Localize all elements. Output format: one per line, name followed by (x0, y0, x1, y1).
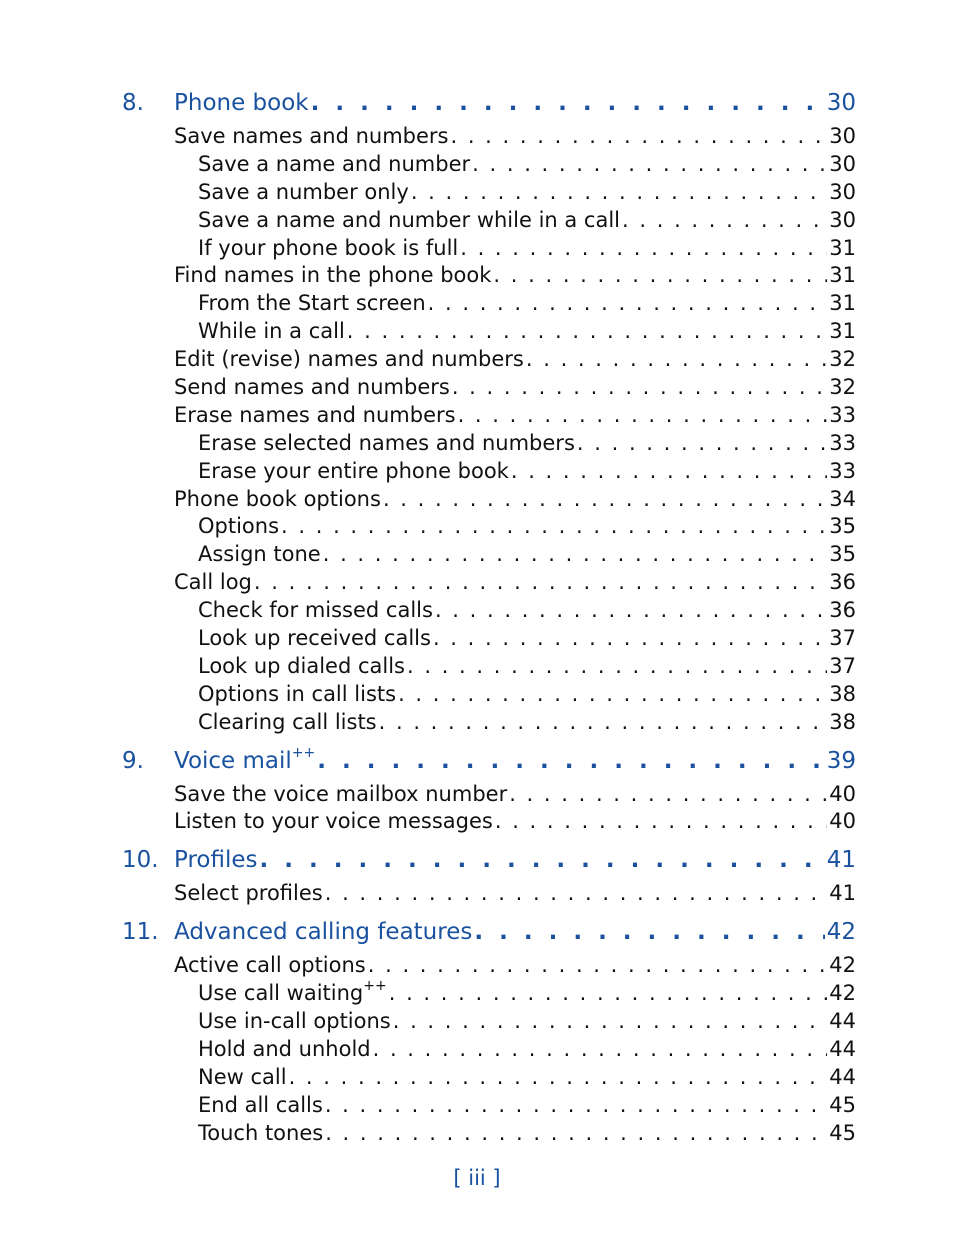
dot-leader (260, 847, 825, 873)
toc-chapter-heading[interactable] (122, 90, 856, 124)
entry-page-number: 33 (829, 430, 856, 455)
toc-subsection-entry[interactable] (122, 291, 856, 319)
dot-leader (622, 208, 827, 232)
entry-title-text: Erase your entire phone book (198, 458, 509, 483)
dot-leader (383, 487, 827, 511)
chapter-title-text: Advanced calling features (174, 919, 473, 946)
dot-leader (493, 263, 827, 287)
entry-title (198, 291, 426, 315)
entry-title-text: Active call options (174, 953, 366, 978)
entry-page-number: 32 (829, 375, 856, 400)
entry-page-number: 42 (829, 981, 856, 1006)
entry-title-text: Edit (revise) names and numbers (174, 347, 524, 372)
entry-title (198, 682, 396, 706)
toc-section-entry[interactable] (122, 809, 856, 837)
dot-leader (389, 981, 828, 1005)
entry-page-number: 30 (829, 124, 856, 148)
toc-chapter (122, 744, 856, 838)
toc-subsection-entry[interactable] (122, 152, 856, 180)
dot-leader (254, 570, 827, 594)
toc-subsection-entry[interactable] (122, 459, 856, 487)
entry-title (174, 487, 381, 511)
entry-title (174, 570, 252, 594)
chapter-title-text: Profiles (174, 847, 258, 874)
toc-section-entry[interactable] (122, 347, 856, 375)
entry-title (198, 1037, 371, 1061)
entry-title (198, 542, 321, 566)
dot-leader (379, 710, 828, 734)
entry-page-number: 33 (829, 402, 856, 427)
entry-title-text: Call log (174, 570, 252, 595)
entry-page-number: 31 (829, 319, 856, 344)
toc-chapter-heading[interactable] (122, 744, 856, 782)
dot-leader (472, 152, 827, 176)
chapter-title-text: Phone book (174, 90, 309, 116)
dot-leader (428, 291, 828, 315)
toc-section-entry[interactable] (122, 570, 856, 598)
entry-page-number: 31 (829, 235, 856, 260)
entry-title-text: Touch tones (198, 1120, 324, 1145)
entry-title-text: Save a name and number (198, 151, 471, 176)
toc-section-entry[interactable] (122, 782, 856, 810)
toc-section-entry[interactable] (122, 881, 856, 909)
dot-leader (526, 347, 827, 371)
toc-section-entry[interactable] (122, 124, 856, 152)
entry-title-text: Save names and numbers (174, 124, 449, 148)
dot-leader (325, 1121, 827, 1145)
toc-subsection-entry[interactable] (122, 431, 856, 459)
entry-title-text: While in a call (198, 319, 345, 344)
entry-title-text: Look up received calls (198, 626, 431, 651)
entry-title-text: Save a name and number while in a call (198, 207, 621, 232)
toc-subsection-entry[interactable] (122, 1121, 856, 1149)
entry-title (174, 809, 493, 833)
entry-page-number: 31 (829, 291, 856, 316)
chapter-title (174, 847, 258, 873)
entry-title (198, 626, 431, 650)
toc-subsection-entry[interactable] (122, 978, 856, 1009)
toc-subsection-entry[interactable] (122, 180, 856, 208)
entry-page-number: 30 (829, 179, 856, 204)
entry-title (198, 236, 458, 260)
dot-leader (407, 654, 827, 678)
dot-leader (509, 782, 827, 806)
dot-leader (577, 431, 827, 455)
dot-leader (289, 1065, 828, 1089)
entry-page-number: 30 (829, 151, 856, 176)
toc-subsection-entry[interactable] (122, 514, 856, 542)
entry-page-number: 32 (829, 347, 856, 372)
entry-title-text: Find names in the phone book (174, 263, 492, 288)
entry-title (198, 598, 433, 622)
dot-leader (495, 809, 827, 833)
entry-title-text: New call (198, 1064, 287, 1089)
toc-subsection-entry[interactable] (122, 1065, 856, 1093)
entry-title-text: Assign tone (198, 542, 321, 567)
entry-title (198, 654, 405, 678)
toc-subsection-entry[interactable] (122, 236, 856, 264)
dot-leader (317, 748, 824, 774)
toc-section-entry[interactable] (122, 263, 856, 291)
entry-page-number: 44 (829, 1064, 856, 1089)
entry-title-text: Check for missed calls (198, 598, 433, 623)
entry-page-number: 33 (829, 458, 856, 483)
dot-leader (398, 682, 827, 706)
entry-title-text: Save the voice mailbox number (174, 781, 508, 806)
entry-page-number: 44 (829, 1036, 856, 1061)
dot-leader (393, 1009, 828, 1033)
toc-subsection-entry[interactable] (122, 319, 856, 347)
entry-title (198, 459, 509, 483)
chapter-title-text: Voice mail (174, 747, 292, 774)
entry-title (174, 953, 366, 977)
page-number-footer: [ iii ] (453, 1166, 501, 1190)
toc-subsection-entry[interactable] (122, 1037, 856, 1065)
entry-title (174, 124, 448, 148)
entry-title (198, 319, 345, 343)
toc-section-entry[interactable] (122, 487, 856, 515)
entry-page-number: 37 (829, 626, 856, 651)
dot-leader (450, 124, 827, 148)
entry-title (198, 1093, 323, 1117)
entry-title (198, 208, 620, 232)
table-of-contents (122, 90, 856, 1153)
entry-title (198, 431, 575, 455)
toc-subsection-entry[interactable] (122, 626, 856, 654)
chapter-title (174, 90, 309, 116)
toc-chapter-heading[interactable] (122, 847, 856, 881)
entry-title-text: Listen to your voice messages (174, 809, 493, 834)
entry-title-text: From the Start screen (198, 291, 426, 316)
toc-subsection-entry[interactable] (122, 710, 856, 738)
toc-chapter (122, 919, 856, 1148)
entry-page-number: 42 (829, 953, 856, 978)
toc-subsection-entry[interactable] (122, 208, 856, 236)
dot-leader (325, 881, 828, 905)
dot-leader (458, 403, 828, 427)
entry-title (198, 978, 387, 1006)
entry-title (198, 1065, 287, 1089)
entry-title-text: Clearing call lists (198, 709, 377, 734)
toc-chapter-heading[interactable] (122, 919, 856, 953)
entry-title-text: Phone book options (174, 486, 381, 511)
entry-title-text: Options in call lists (198, 681, 397, 706)
entry-page-number: 44 (829, 1009, 856, 1034)
entry-title (174, 403, 456, 427)
entry-title-text: Save a number only (198, 179, 409, 204)
entry-page-number: 36 (829, 598, 856, 623)
entry-title (174, 881, 323, 905)
entry-title-text: End all calls (198, 1092, 323, 1117)
dot-leader (347, 319, 827, 343)
entry-title-text: Use in-call options (198, 1009, 391, 1034)
entry-page-number: 40 (829, 809, 856, 834)
entry-title-text: If your phone book is full (198, 235, 459, 260)
dot-leader (323, 542, 828, 566)
entry-title (198, 710, 377, 734)
entry-title (198, 1121, 323, 1145)
entry-title (174, 782, 507, 806)
toc-subsection-entry[interactable] (122, 682, 856, 710)
dot-leader (411, 180, 827, 204)
dot-leader (368, 953, 828, 977)
toc-subsection-entry[interactable] (122, 598, 856, 626)
entry-title-text: Look up dialed calls (198, 653, 405, 678)
entry-title (198, 180, 409, 204)
dot-leader (433, 626, 827, 650)
entry-title (198, 514, 279, 538)
toc-section-entry[interactable] (122, 953, 856, 981)
entry-page-number: 40 (829, 781, 856, 806)
entry-title-text: Options (198, 514, 280, 539)
entry-page-number: 45 (829, 1092, 856, 1117)
toc-section-entry[interactable] (122, 375, 856, 403)
chapter-title (174, 744, 316, 774)
toc-chapter (122, 847, 856, 909)
toc-subsection-entry[interactable] (122, 654, 856, 682)
entry-title (174, 347, 524, 371)
entry-page-number: 36 (829, 570, 856, 595)
toc-subsection-entry[interactable] (122, 1009, 856, 1037)
entry-page-number: 34 (829, 486, 856, 511)
toc-subsection-entry[interactable] (122, 1093, 856, 1121)
entry-title (174, 263, 491, 287)
entry-page-number: 35 (829, 542, 856, 567)
chapter-number: 9. (122, 747, 144, 774)
dot-leader (460, 236, 827, 260)
dot-leader (325, 1093, 827, 1117)
dot-leader (435, 598, 827, 622)
chapter-page-number: 39 (826, 747, 856, 774)
entry-title-text: Select profiles (174, 881, 323, 906)
entry-title (198, 152, 470, 176)
toc-section-entry[interactable] (122, 403, 856, 431)
dot-leader (474, 919, 824, 945)
dot-leader (311, 90, 825, 116)
entry-title-text: Send names and numbers (174, 375, 450, 400)
entry-title-superscript: ++ (363, 978, 387, 995)
entry-page-number: 38 (829, 709, 856, 734)
entry-page-number: 31 (829, 263, 856, 288)
entry-title (174, 375, 450, 399)
entry-page-number: 45 (829, 1120, 856, 1145)
entry-page-number: 30 (829, 207, 856, 232)
entry-title-text: Use call waiting (198, 981, 364, 1006)
dot-leader (281, 514, 827, 538)
entry-page-number: 38 (829, 681, 856, 706)
chapter-number: 8. (122, 90, 144, 116)
entry-title (198, 1009, 391, 1033)
entry-page-number: 37 (829, 653, 856, 678)
dot-leader (373, 1037, 828, 1061)
toc-subsection-entry[interactable] (122, 542, 856, 570)
entry-title-text: Erase selected names and numbers (198, 430, 575, 455)
chapter-page-number: 30 (826, 90, 856, 116)
chapter-page-number: 41 (826, 847, 856, 874)
entry-page-number: 35 (829, 514, 856, 539)
chapter-title (174, 919, 472, 945)
chapter-page-number: 42 (826, 919, 856, 946)
dot-leader (511, 459, 827, 483)
chapter-number: 11. (122, 919, 159, 946)
entry-title-text: Hold and unhold (198, 1036, 371, 1061)
entry-title-text: Erase names and numbers (174, 402, 456, 427)
dot-leader (452, 375, 827, 399)
chapter-title-superscript: ++ (291, 744, 316, 761)
chapter-number: 10. (122, 847, 159, 874)
entry-page-number: 41 (829, 881, 856, 906)
toc-chapter (122, 90, 856, 738)
